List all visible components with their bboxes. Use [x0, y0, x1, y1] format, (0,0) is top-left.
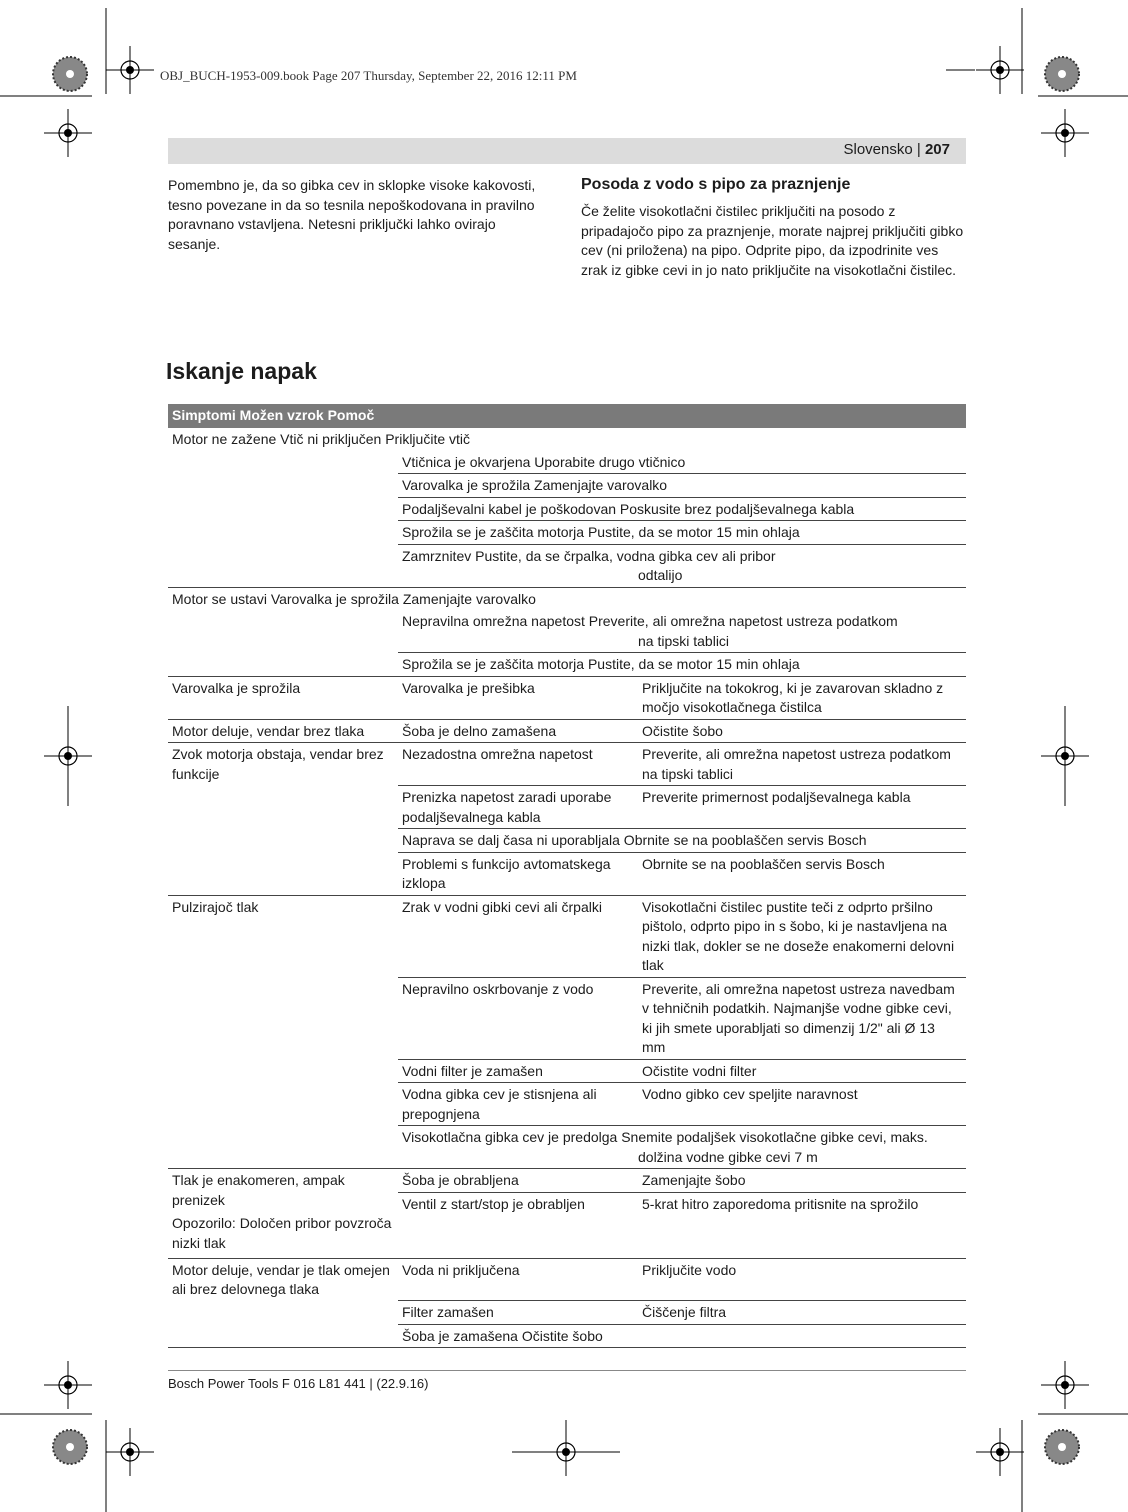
table-row [168, 497, 966, 521]
table-row [168, 587, 966, 610]
table-row [168, 451, 966, 474]
footer: Bosch Power Tools F 016 L81 441 | (22.9.16) [168, 1376, 429, 1391]
table-cell-cause: Šoba je delno zamašena [398, 719, 638, 743]
table-cell-symptom-note: Opozorilo: Določen pribor povzroča nizki tlak [172, 1215, 392, 1251]
table-row [168, 1324, 966, 1348]
table-row [168, 1258, 966, 1301]
header-text [844, 141, 951, 158]
table-cell-merged: Sprožila se je zaščita motorja Pustite, da se motor 15 min ohlaja [398, 653, 966, 677]
table-cell-remedy: Preverite primernost podaljševalnega kabla [638, 786, 966, 829]
table-cell-overflow: na tipski tablici [638, 632, 730, 649]
table-cell-remedy: Priključite na tokokrog, ki je zavarovan skladno z močjo visokotlačnega čistilca [638, 676, 966, 719]
table-row [168, 653, 966, 677]
table-cell-cause: Problemi s funkcijo avtomatskega izklopa [398, 852, 638, 895]
table-row [168, 610, 966, 653]
table-cell-cause: Voda ni priključena [398, 1258, 638, 1301]
printer-slug: OBJ_BUCH-1953-009.book Page 207 Thursday, September 22, 2016 12:11 PM [160, 68, 577, 83]
table-row [168, 719, 966, 743]
table-row [168, 1126, 966, 1169]
table-header-row [168, 404, 966, 428]
table-header: Simptomi Možen vzrok Pomoč [168, 404, 966, 428]
table-row [168, 544, 966, 587]
table-cell-merged [398, 544, 966, 587]
table-row [168, 743, 966, 786]
table-cell-cause: Varovalka je prešibka [398, 676, 638, 719]
troubleshooting-table [168, 404, 966, 1348]
table-row [168, 676, 966, 719]
container-section-text: Če želite visokotlačni čistilec priključiti na posodo z pripadajočo pipo za praznjenje, morate najprej priključiti gibko cev (ni priložena) na pipo. Odprite pipo, da izpodrinite ves zrak iz gibke cevi in jo nato priključite na visokotlačni čistilec. [581, 203, 964, 278]
table-cell-merged [398, 610, 966, 653]
table-cell-remedy: Preverite, ali omrežna napetost ustreza navedbam v tehničnih podatkih. Najmanjše vodne gibke cevi, ki jih smete uporabljati so dimenzij 1/2" ali Ø 13 mm [638, 977, 966, 1059]
table-cell-cause: Filter zamašen [398, 1301, 638, 1325]
table-cell-merged: Šoba je zamašena Očistite šobo [398, 1324, 966, 1348]
intro-left-paragraph: Pomembno je, da so gibka cev in sklopke visoke kakovosti, tesno povezane in da so tesnila nepoškodovana in pravilno poravnano vstavljena. Netesni priključki lahko ovirajo sesanje. [168, 177, 536, 252]
table-cell-remedy: Čiščenje filtra [638, 1301, 966, 1325]
table-cell-remedy: Vodno gibko cev speljite naravnost [638, 1083, 966, 1126]
table-cell-merged: Naprava se dalj časa ni uporabljala Obrnite se na pooblaščen servis Bosch [398, 829, 966, 853]
table-cell-remedy: 5-krat hitro zaporedoma pritisnite na sprožilo [638, 1192, 966, 1258]
table-cell-cause: Šoba je obrabljena [398, 1169, 638, 1193]
table-row [168, 895, 966, 977]
table-row [168, 1169, 966, 1193]
table-row [168, 521, 966, 545]
table-row [168, 852, 966, 895]
table-cell-text: Zamrznitev Pustite, da se črpalka, vodna gibka cev ali pribor [402, 547, 776, 564]
table-row [168, 786, 966, 829]
table-cell-overflow: odtalijo [638, 567, 683, 583]
table-cell-symptom: Motor deluje, vendar je tlak omejen ali brez delovnega tlaka [172, 1261, 390, 1297]
table-cell-symptom-text: Tlak je enakomeren, ampak prenizek [172, 1172, 345, 1208]
table-cell-remedy: Očistite šobo [638, 719, 966, 743]
header-separator: | [916, 141, 921, 158]
table-cell-remedy: Preverite, ali omrežna napetost ustreza podatkom na tipski tablici [638, 743, 966, 786]
table-row [168, 829, 966, 853]
table-cell-remedy: Obrnite se na pooblaščen servis Bosch [638, 852, 966, 895]
table-cell-remedy: Priključite vodo [638, 1258, 966, 1301]
table-cell-cause: Zrak v vodni gibki cevi ali črpalki [398, 895, 638, 977]
table-cell-merged: Vtičnica je okvarjena Uporabite drugo vtičnico [398, 451, 966, 474]
table-cell-remedy: Zamenjajte šobo [638, 1169, 966, 1193]
table-cell-overflow: dolžina vodne gibke cevi 7 m [638, 1148, 818, 1165]
table-cell-merged: Motor se ustavi Varovalka je sprožila Zamenjajte varovalko [172, 590, 536, 607]
table-cell-merged: Varovalka je sprožila Zamenjajte varovalko [398, 474, 966, 498]
table-cell-cause: Vodni filter je zamašen [398, 1059, 638, 1083]
table-cell-merged: Motor ne zažene Vtič ni priključen Priključite vtič [172, 431, 471, 447]
table-cell-symptom: Pulzirajoč tlak [172, 898, 259, 915]
table-row [168, 1301, 966, 1325]
table-row [168, 1083, 966, 1126]
table-cell-symptom: Motor deluje, vendar brez tlaka [168, 719, 398, 743]
table-cell-symptom: Zvok motorja obstaja, vendar brez funkcije [172, 746, 384, 782]
running-header [168, 138, 966, 164]
table-cell-text: Nepravilna omrežna napetost Preverite, ali omrežna napetost ustreza podatkom [402, 613, 898, 629]
header-language: Slovensko [843, 141, 913, 158]
table-cell-symptom: Varovalka je sprožila [168, 676, 398, 719]
table-cell-cause: Prenizka napetost zaradi uporabe podaljševalnega kabla [398, 786, 638, 829]
footer-rule [168, 1370, 966, 1371]
container-section-heading: Posoda z vodo s pipo za praznjenje [581, 176, 851, 193]
table-cell-cause: Vodna gibka cev je stisnjena ali prepognjena [398, 1083, 638, 1126]
table-cell-merged: Sprožila se je zaščita motorja Pustite, da se motor 15 min ohlaja [398, 521, 966, 545]
table-row [168, 428, 966, 451]
table-cell-cause: Nezadostna omrežna napetost [398, 743, 638, 786]
table-cell-cause: Nepravilno oskrbovanje z vodo [398, 977, 638, 1059]
table-row [168, 474, 966, 498]
header-page-number: 207 [924, 141, 950, 158]
table-cell-merged: Podaljševalni kabel je poškodovan Poskusite brez podaljševalnega kabla [398, 497, 966, 521]
intro-right-block [581, 176, 967, 280]
table-cell-cause: Ventil z start/stop je obrabljen [398, 1192, 638, 1258]
section-title: Iskanje napak [166, 358, 317, 384]
table-row [168, 1059, 966, 1083]
table-cell-remedy: Očistite vodni filter [638, 1059, 966, 1083]
table-cell-text: Visokotlačna gibka cev je predolga Snemite podaljšek visokotlačne gibke cevi, maks. [402, 1129, 928, 1145]
table-cell-symptom [168, 1169, 398, 1259]
table-cell-merged [398, 1126, 966, 1169]
table-row [168, 977, 966, 1059]
table-cell-remedy: Visokotlačni čistilec pustite teči z odprto pršilno pištolo, odprto pipo in s šobo, ki je nastavljena na nizki tlak, dokler se ne doseže enakomerni delovni tlak [638, 895, 966, 977]
